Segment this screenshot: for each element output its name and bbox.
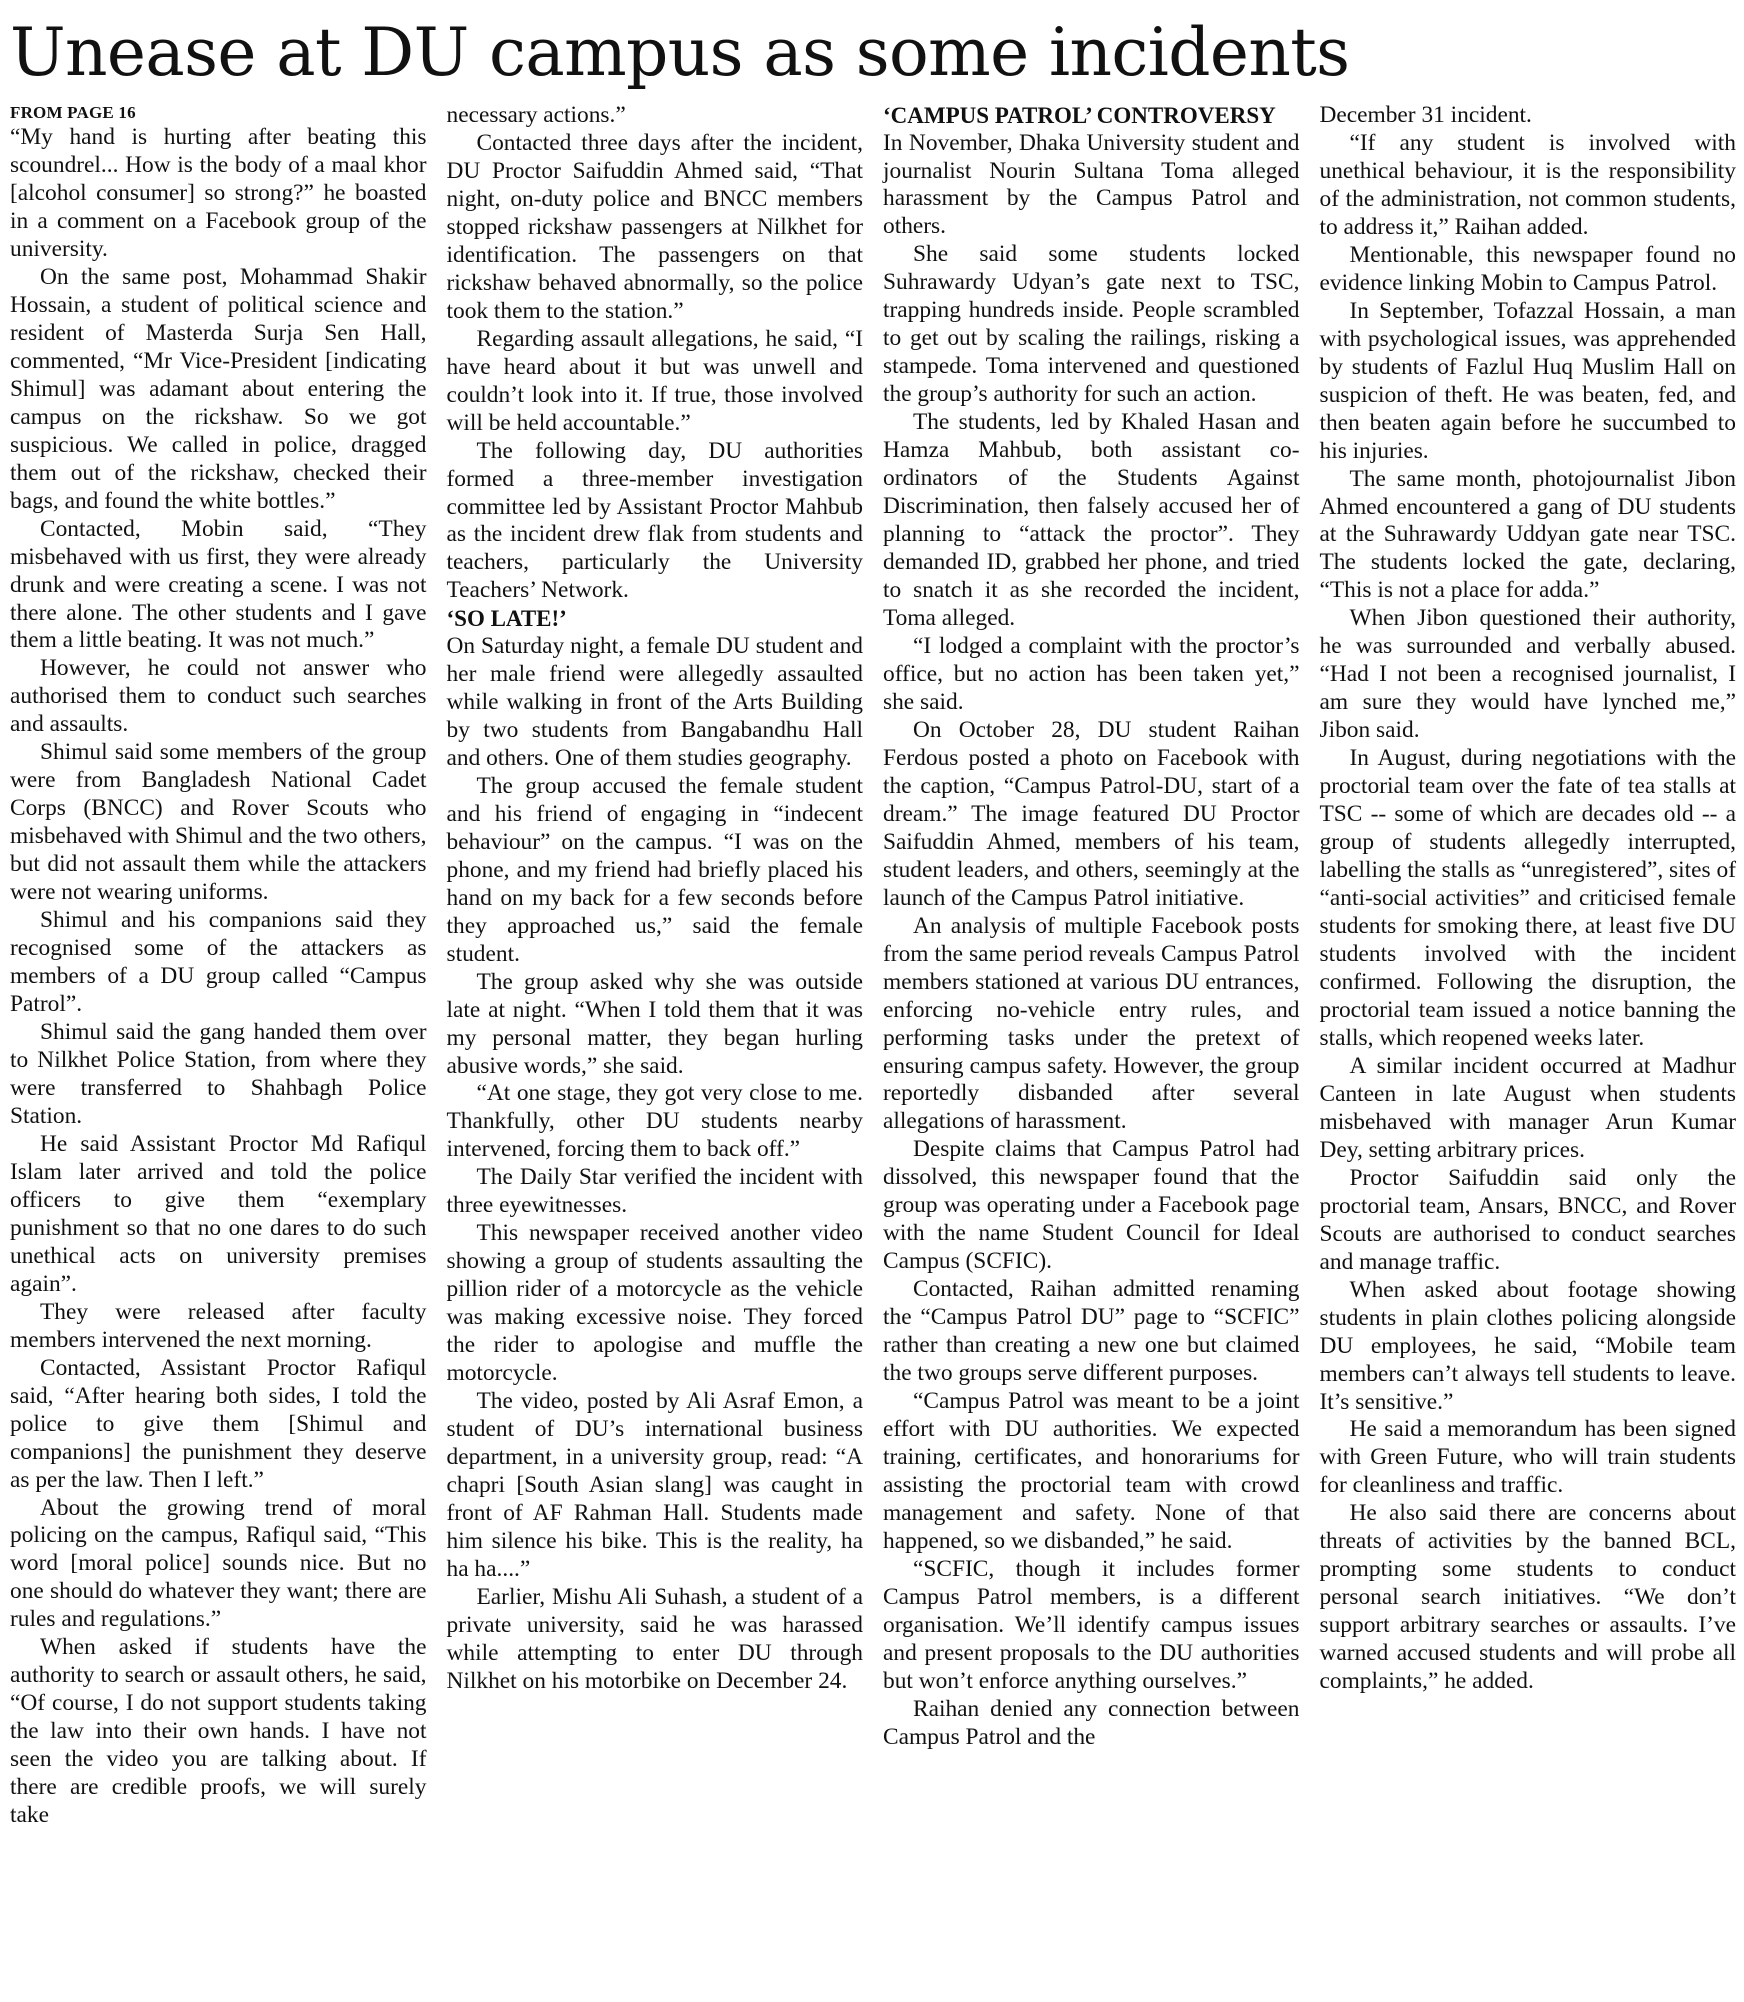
article-paragraph: The students, led by Khaled Hasan and Hamza Mahbub, both assistant co-ordinators of the Students Against Discrimination, then falsely accused her of planning to “attack the proctor”. They demanded ID, grabbed her phone, and tried to snatch it as she recorded the incident, Toma alleged. [883, 409, 1300, 632]
article-paragraph: “SCFIC, though it includes former Campus Patrol members, is a different organisation. We’ll identify campus issues and present proposals to the DU authorities but won’t enforce anything ourselves.” [883, 1555, 1300, 1694]
article-paragraph: The group asked why she was outside late at night. “When I told them that it was my personal matter, they began hurling abusive words,” she said. [446, 968, 863, 1079]
article-paragraph: The following day, DU authorities formed a three-member investigation committee led by Assistant Proctor Mahbub as the incident drew flak from students and teachers, particularly the University Teachers’ Network. [446, 437, 863, 604]
article-paragraph: Earlier, Mishu Ali Suhash, a student of a private university, said he was harassed while attempting to enter DU through Nilkhet on his motorbike on December 24. [446, 1583, 863, 1694]
article-paragraph: He said Assistant Proctor Md Rafiqul Islam later arrived and told the police officers to give them “exemplary punishment so that no one dares to do such unethical acts on university premises again”. [10, 1130, 427, 1297]
article-paragraph: When asked about footage showing students in plain clothes policing alongside DU employees, he said, “Mobile team members can’t always tell students to leave. It’s sensitive.” [1319, 1276, 1736, 1415]
article-paragraph: When Jibon questioned their authority, he was surrounded and verbally abused. “Had I not been a recognised journalist, I am sure they would have lynched me,” Jibon said. [1319, 605, 1736, 744]
article-paragraph: He said a memorandum has been signed with Green Future, who will train students for cleanliness and traffic. [1319, 1416, 1736, 1499]
article-paragraph: “My hand is hurting after beating this scoundrel... How is the body of a maal khor [alcohol consumer] so strong?” he boasted in a comment on a Facebook group of the university. [10, 124, 427, 262]
column-3 [883, 102, 1300, 1830]
article-paragraph: In August, during negotiations with the proctorial team over the fate of tea stalls at TSC -- some of which are decades old -- a group of students allegedly interrupted, labelling the stalls as “unregistered”, sites of “anti-social activities” and criticised female students for smoking there, at least five DU students involved with the incident confirmed. Following the disruption, the proctorial team issued a notice banning the stalls, which reopened weeks later. [1319, 745, 1736, 1051]
article-paragraph: “Campus Patrol was meant to be a joint effort with DU authorities. We expected training, certificates, and honorariums for assisting the proctorial team with crowd management and safety. None of that happened, so we disbanded,” he said. [883, 1388, 1300, 1554]
article-paragraph: In September, Tofazzal Hossain, a man with psychological issues, was apprehended by students of Fazlul Huq Muslim Hall on suspicion of theft. He was beaten, fed, and then beaten again before he succumbed to his injuries. [1319, 297, 1736, 464]
article-paragraph: The video, posted by Ali Asraf Emon, a student of DU’s international business department, in a university group, read: “A chapri [South Asian slang] was caught in front of AF Rahman Hall. Students made him silence his bike. This is the reality, ha ha ha....” [446, 1388, 863, 1582]
article-paragraph: Despite claims that Campus Patrol had dissolved, this newspaper found that the group was operating under a Facebook page with the name Student Council for Ideal Campus (SCFIC). [883, 1136, 1300, 1275]
article-paragraph: Raihan denied any connection between Campus Patrol and the [883, 1695, 1300, 1750]
article-paragraph: He also said there are concerns about threats of activities by the banned BCL, prompting some students to conduct personal search initiatives. “We don’t support arbitrary searches or assaults. I’ve warned accused students and will probe all complaints,” he added. [1319, 1500, 1736, 1695]
article-paragraph: December 31 incident. [1319, 101, 1532, 128]
article-paragraph: They were released after faculty members intervened the next morning. [10, 1298, 427, 1353]
article-paragraph: She said some students locked Suhrawardy Udyan’s gate next to TSC, trapping hundreds inside. People scrambled to get out by scaling the railings, risking a stampede. Toma intervened and questioned the group’s authority for such an action. [883, 241, 1300, 408]
article-paragraph: A similar incident occurred at Madhur Canteen in late August when students misbehaved with manager Arun Kumar Dey, setting arbitrary prices. [1319, 1052, 1736, 1163]
article-paragraph: On the same post, Mohammad Shakir Hossain, a student of political science and resident of Masterda Surja Sen Hall, commented, “Mr Vice-President [indicating Shimul] was adamant about entering the campus on the rickshaw. So we got suspicious. We called in police, dragged them out of the rickshaw, checked their bags, and found the white bottles.” [10, 263, 427, 514]
continued-from-label: FROM PAGE 16 [10, 102, 136, 122]
article-paragraph: On October 28, DU student Raihan Ferdous posted a photo on Facebook with the caption, “Campus Patrol-DU, start of a dream.” The image featured DU Proctor Saifuddin Ahmed, members of his team, student leaders, and others, seemingly at the launch of the Campus Patrol initiative. [883, 716, 1300, 911]
section-subhead: ‘CAMPUS PATROL’ CONTROVERSY [883, 102, 1276, 128]
column-4 [1320, 102, 1737, 1830]
headline: Unease at DU campus as some incidents [10, 14, 1350, 91]
article-paragraph: Shimul said some members of the group were from Bangladesh National Cadet Corps (BNCC) and Rover Scouts who misbehaved with Shimul and the two others, but did not assault them while the attackers were not wearing uniforms. [10, 739, 427, 906]
article-paragraph: Shimul and his companions said they recognised some of the attackers as members of a DU group called “Campus Patrol”. [10, 907, 427, 1018]
article-paragraph: The Daily Star verified the incident with three eyewitnesses. [446, 1164, 863, 1219]
article-paragraph: “If any student is involved with unethical behaviour, it is the responsibility of the administration, not common students, to address it,” Raihan added. [1319, 129, 1736, 240]
article-paragraph: In November, Dhaka University student and journalist Nourin Sultana Toma alleged harassment by the Campus Patrol and others. [883, 129, 1300, 240]
article-paragraph: “At one stage, they got very close to me. Thankfully, other DU students nearby intervened, forcing them to back off.” [446, 1080, 863, 1163]
article-paragraph: The same month, photojournalist Jibon Ahmed encountered a gang of DU students at the Suhrawardy Uddyan gate near TSC. The students locked the gate, declaring, “This is not a place for adda.” [1319, 465, 1736, 604]
article-paragraph: However, he could not answer who authorised them to conduct such searches and assaults. [10, 655, 427, 738]
article-paragraph: necessary actions.” [446, 101, 626, 128]
section-subhead: ‘SO LATE!’ [446, 606, 567, 632]
article-paragraph: When asked if students have the authority to search or assault others, he said, “Of course, I do not support students taking the law into their own hands. I have not seen the video you are talking about. If there are credible proofs, we will surely take [10, 1634, 427, 1829]
article-paragraph: On Saturday night, a female DU student and her male friend were allegedly assaulted while walking in front of the Arts Building by two students from Bangabandhu Hall and others. One of them studies geography. [446, 632, 863, 771]
article-columns [10, 102, 1736, 1830]
article-paragraph: About the growing trend of moral policing on the campus, Rafiqul said, “This word [moral police] sounds nice. But no one should do whatever they want; there are rules and regulations.” [10, 1494, 427, 1633]
article-paragraph: This newspaper received another video showing a group of students assaulting the pillion rider of a motorcycle as the vehicle was making excessive noise. They forced the rider to apologise and muffle the motorcycle. [446, 1220, 863, 1387]
article-paragraph: Contacted, Assistant Proctor Rafiqul said, “After hearing both sides, I told the police to give them [Shimul and companions] the punishment they deserve as per the law. Then I left.” [10, 1354, 427, 1493]
article-paragraph: “I lodged a complaint with the proctor’s office, but no action has been taken yet,” she said. [883, 632, 1300, 715]
article-paragraph: The group accused the female student and his friend of engaging in “indecent behaviour” on the campus. “I was on the phone, and my friend had briefly placed his hand on my back for a few seconds before they approached us,” said the female student. [446, 772, 863, 967]
column-1 [10, 102, 427, 1830]
column-2 [447, 102, 864, 1830]
article-paragraph: Proctor Saifuddin said only the proctorial team, Ansars, BNCC, and Rover Scouts are authorised to conduct searches and manage traffic. [1319, 1164, 1736, 1275]
article-paragraph: Shimul said the gang handed them over to Nilkhet Police Station, from where they were transferred to Shahbagh Police Station. [10, 1019, 427, 1129]
article-paragraph: Contacted three days after the incident, DU Proctor Saifuddin Ahmed said, “That night, on-duty police and BNCC members stopped rickshaw passengers at Nilkhet for identification. The passengers on that rickshaw behaved abnormally, so the police took them to the station.” [446, 129, 863, 324]
article-paragraph: Contacted, Raihan admitted renaming the “Campus Patrol DU” page to “SCFIC” rather than creating a new one but claimed the two groups serve different purposes. [883, 1276, 1300, 1387]
article-paragraph: An analysis of multiple Facebook posts from the same period reveals Campus Patrol members stationed at various DU entrances, enforcing no-vehicle entry rules, and performing tasks under the pretext of ensuring campus safety. However, the group reportedly disbanded after several allegations of harassment. [883, 912, 1300, 1135]
article-paragraph: Contacted, Mobin said, “They misbehaved with us first, they were already drunk and were creating a scene. I was not there alone. The other students and I gave them a little beating. It was not much.” [10, 515, 427, 654]
article-paragraph: Regarding assault allegations, he said, “I have heard about it but was unwell and couldn’t look into it. If true, those involved will be held accountable.” [446, 325, 863, 436]
article-paragraph: Mentionable, this newspaper found no evidence linking Mobin to Campus Patrol. [1319, 241, 1736, 296]
